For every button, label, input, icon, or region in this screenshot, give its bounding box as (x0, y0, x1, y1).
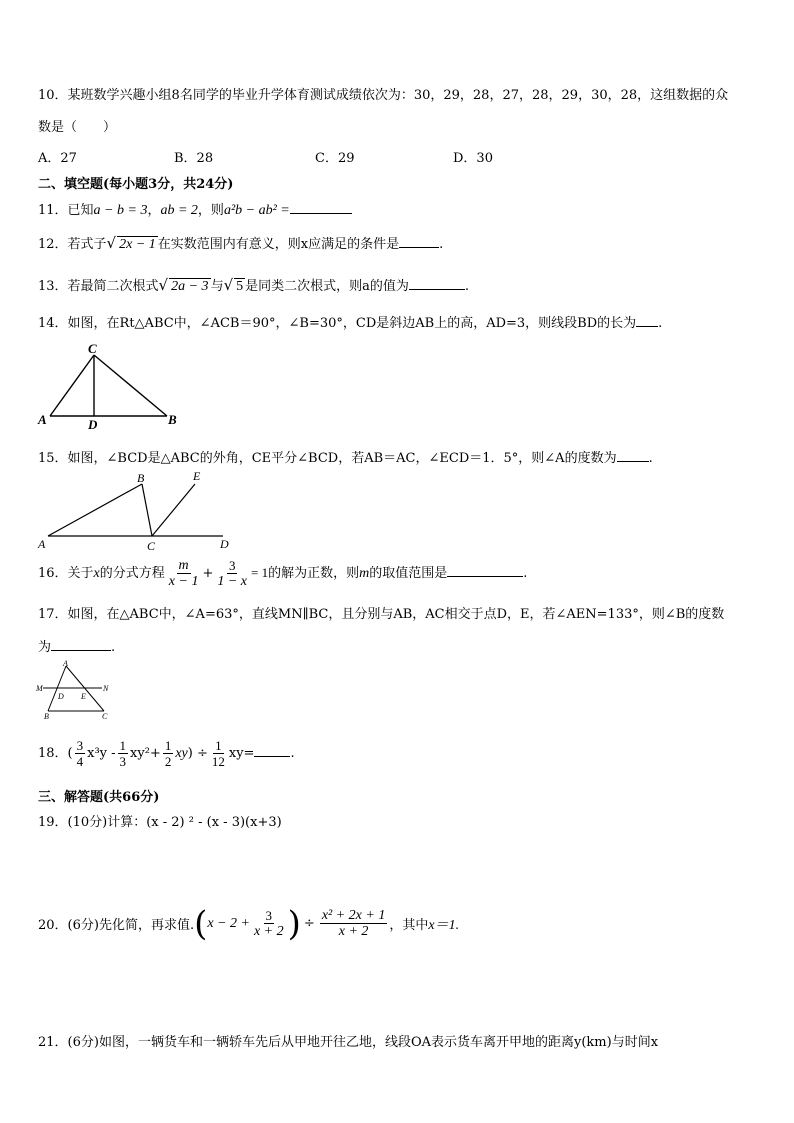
q18 (38, 738, 295, 769)
q16-var-m: m (359, 566, 370, 581)
section-3-heading: 三、解答题(共66分) (38, 790, 160, 805)
q14 (38, 312, 662, 331)
q16-var-x: x (93, 566, 100, 581)
q15-text: 15．如图，∠BCD是△ABC的外角，CE平分∠BCD，若AB＝AC，∠ECD＝1．5°，则∠A的度数为 (38, 451, 617, 466)
q14-end: . (658, 316, 663, 331)
q20-suffix: ，其中 (389, 918, 429, 933)
q18-f2-numerator: 1 (119, 738, 127, 753)
q11-expr1: a − b = 3 (93, 203, 148, 218)
q15-label-a: A (38, 537, 46, 551)
q20-f1-denominator: x + 2 (253, 924, 284, 939)
q21: 21．(6分)如图，一辆货车和一辆轿车先后从甲地开往乙地，线段OA表示货车离开甲地的距离y(km)与时间x (38, 1035, 659, 1050)
q18-term-3: xy (175, 746, 188, 761)
q10-option-c: C．29 (315, 151, 355, 166)
q18-fraction-4 (210, 738, 227, 769)
q20 (38, 903, 460, 944)
q20-f1-numerator: 3 (265, 908, 273, 923)
q16-f2-numerator: 3 (228, 558, 236, 573)
q11-sep: ， (147, 203, 161, 218)
q14-label-c: C (88, 341, 97, 356)
q13-suffix: 是同类二次根式，则a的值为 (245, 279, 409, 294)
q16-f1-numerator: m (178, 558, 189, 573)
q15-answer-blank[interactable] (617, 449, 649, 462)
q14-triangle-figure (30, 340, 190, 432)
q17-label-b: B (44, 712, 49, 721)
sqrt-symbol-icon: √ (158, 276, 169, 294)
q14-label-b: B (168, 412, 177, 427)
q18-mid: ) ÷ (187, 746, 208, 761)
q10-option-a: A．27 (38, 151, 77, 166)
q13 (38, 275, 469, 294)
q18-term-4: xy= (228, 746, 255, 761)
q16-answer-blank[interactable] (447, 564, 523, 577)
q18-f1-denominator: 4 (76, 754, 84, 769)
q20-fraction-2 (320, 908, 388, 939)
q14-text: 14．如图，在Rt△ABC中，∠ACB＝90°，∠B=30°，CD是斜边AB上的高，AD=3，则线段BD的长为 (38, 316, 637, 331)
q17-line2-text: 为 (38, 640, 52, 655)
q11-expr3: a²b − ab² = (223, 203, 290, 218)
q20-f2-numerator: x² + 2x + 1 (321, 908, 386, 923)
q20-prefix: 20．(6分)先化简，再求值. (38, 918, 195, 933)
q14-answer-blank[interactable] (636, 314, 658, 327)
q16-end: . (523, 566, 528, 581)
q13-answer-blank[interactable] (409, 277, 465, 290)
q18-fraction-2 (118, 738, 129, 769)
q16-fraction-1 (167, 558, 201, 589)
q15-end: . (648, 451, 653, 466)
q17-answer-blank[interactable] (51, 638, 111, 651)
sqrt-symbol-icon: √ (106, 234, 117, 252)
q13-mid: 与 (210, 279, 224, 294)
right-paren-icon: ) (287, 903, 301, 944)
q10-option-b: B．28 (174, 151, 214, 166)
q17-triangle-figure (34, 658, 114, 722)
q18-term-1: x³y - (87, 746, 116, 761)
left-paren-icon: ( (194, 903, 208, 944)
q15-label-c: C (147, 539, 156, 553)
q12-answer-blank[interactable] (399, 235, 439, 248)
q20-fraction-1 (252, 908, 286, 939)
q15-triangle-figure (30, 466, 240, 556)
q18-prefix: 18．( (38, 746, 73, 761)
q18-f3-denominator: 2 (164, 754, 172, 769)
q19: 19．(10分)计算：(x - 2) ² - (x - 3)(x+3) (38, 815, 282, 830)
q11-answer-blank[interactable] (290, 201, 352, 214)
q11-mid: ，则 (197, 203, 224, 218)
q18-f4-denominator: 12 (211, 754, 225, 769)
q17-line2 (38, 636, 115, 655)
q12 (38, 233, 443, 252)
q18-f2-denominator: 3 (119, 754, 127, 769)
q13-radicand-1: 2a − 3 (171, 279, 209, 294)
q20-div: ÷ (303, 916, 315, 931)
q18-fraction-1 (75, 738, 86, 769)
q20-condition: x＝1. (428, 917, 460, 933)
q15-label-b: B (137, 471, 145, 485)
q16-plus: + (202, 566, 214, 581)
q17-label-n: N (103, 684, 109, 693)
q18-end: . (290, 746, 295, 761)
q16-f1-denominator: x − 1 (168, 574, 199, 589)
q14-label-d: D (88, 417, 98, 432)
q17-end: . (111, 640, 116, 655)
q13-prefix: 13．若最简二次根式 (38, 279, 159, 294)
q15-label-d: D (220, 537, 229, 551)
q16-suffix1: 的解为正数，则 (268, 566, 360, 581)
q17-label-a: A (63, 659, 68, 668)
q16 (38, 558, 527, 589)
q10-option-d: D．30 (453, 151, 493, 166)
q16-mid: 的分式方程 (99, 566, 165, 581)
q12-prefix: 12．若式子 (38, 237, 107, 252)
q18-term-2: xy²+ (130, 746, 161, 761)
q18-f3-numerator: 1 (164, 738, 172, 753)
q12-end: . (439, 237, 444, 252)
q16-f2-denominator: 1 − x (217, 574, 248, 589)
q11-prefix: 11．已知 (38, 203, 94, 218)
q20-inner: x − 2 + (207, 915, 250, 931)
q16-suffix2: 的取值范围是 (369, 566, 448, 581)
q15-label-e: E (193, 469, 201, 483)
q16-fraction-2 (215, 558, 249, 589)
q14-label-a: A (38, 412, 47, 427)
q16-prefix: 16．关于 (38, 566, 94, 581)
q18-answer-blank[interactable] (254, 744, 290, 757)
q17-label-m: M (36, 684, 43, 693)
q17-label-e: E (81, 692, 86, 701)
q17-label-c: C (102, 712, 108, 721)
q12-radicand: 2x − 1 (119, 237, 156, 252)
q13-radicand-2: 5 (236, 279, 244, 294)
q15 (38, 447, 653, 466)
q11-expr2: ab = 2 (160, 203, 198, 218)
q20-f2-denominator: x + 2 (338, 924, 369, 939)
q17-line1: 17．如图，在△ABC中，∠A=63°，直线MN∥BC，且分别与AB，AC相交于点D，E，若∠AEN=133°，则∠B的度数 (38, 607, 725, 622)
q10-line2: 数是（ ） (38, 120, 117, 135)
sqrt-symbol-icon: √ (223, 276, 234, 294)
q16-eq: = 1 (251, 565, 269, 580)
q10-line1: 10．某班数学兴趣小组8名同学的毕业升学体育测试成绩依次为：30，29，28，27，28，29，30，28，这组数据的众 (38, 88, 729, 103)
q11 (38, 199, 352, 219)
q12-suffix: 在实数范围内有意义，则x应满足的条件是 (157, 237, 400, 252)
q13-end: . (464, 279, 470, 294)
section-2-heading: 二、填空题(每小题3分，共24分) (38, 177, 234, 192)
q17-label-d: D (58, 692, 64, 701)
q18-f1-numerator: 3 (76, 738, 84, 753)
q18-f4-numerator: 1 (215, 738, 222, 753)
q18-fraction-3 (163, 738, 174, 769)
